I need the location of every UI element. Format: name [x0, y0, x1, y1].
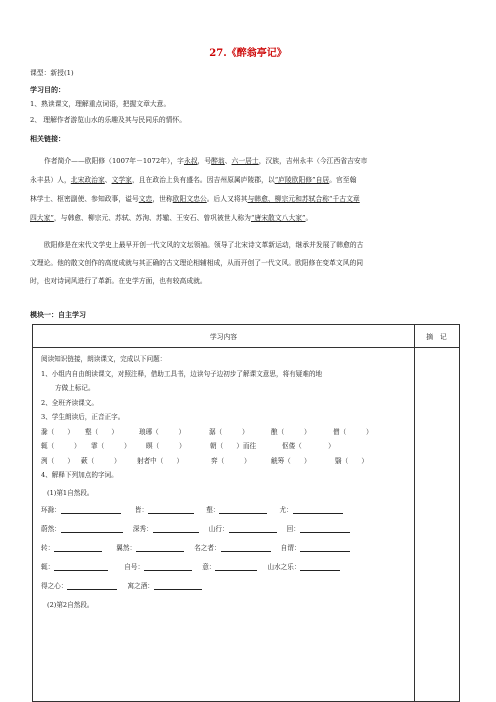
pron-item: 潺（ ）: [209, 427, 249, 436]
table-content: [41, 353, 411, 613]
step-4: 4、解释下列加点的字词。: [41, 471, 118, 479]
word-label: 意：: [202, 562, 216, 571]
col-header-content: 学习内容: [209, 333, 238, 341]
step-1-cont: 方做上标记。: [55, 384, 95, 392]
answer-blank[interactable]: [54, 562, 108, 571]
word-label: 山水之乐：: [267, 562, 301, 571]
word-label: 皆：: [134, 505, 149, 514]
word-label: 翼然：: [116, 543, 137, 552]
word-label: 壑：: [206, 505, 220, 514]
pron-item: 蔌（ ）: [81, 456, 121, 465]
answer-blank[interactable]: [144, 562, 192, 571]
word-label: 得之心：: [41, 581, 68, 590]
goal-item-1: 1、熟读课文，理解重点词语，把握文章大意。: [30, 100, 171, 108]
table-intro: 阅读知识链接，朗读课文，完成以下问题：: [41, 355, 167, 363]
pron-item: 酿（ ）: [271, 427, 311, 436]
word-label: 尤：: [279, 505, 293, 514]
bio-line-2: 永丰县）人，北宋政治家、文学家，且在政治上负有盛名。因吉州原属庐陵郡，以“庐陵欧阳修”自居。官至翰: [30, 176, 357, 184]
page-title: 27.《醉翁亭记》: [209, 48, 287, 59]
bio-line-3: 林学士、枢密副使、参知政事，谥号文忠，世称欧阳文忠公。后人又将其与韩愈、柳宗元和苏轼合称“千古文章: [30, 195, 360, 203]
paragraph-1-label: (1)第1自然段。: [47, 488, 94, 497]
word-label: 寓之酒：: [127, 581, 154, 590]
word-row-3: [41, 542, 411, 561]
word-label: 名之者：: [194, 543, 221, 552]
bio2-line-2: 文理论。他的散文创作的高度成就与其正确的古文理论相辅相成，从而开创了一代文风。欧阳修在变革文风的同: [30, 259, 364, 267]
answer-blank[interactable]: [61, 524, 123, 533]
paragraph-2-label: (2)第2自然段。: [47, 600, 94, 609]
answer-blank[interactable]: [300, 524, 350, 533]
step-3: 3、学生朗读后，正音正字。: [41, 413, 125, 421]
pron-item: 暝（ ）: [146, 442, 186, 450]
word-row-2: [41, 523, 411, 542]
pron-item: 弈（ ）: [211, 456, 251, 465]
pronunciation-row-3: [41, 455, 411, 470]
answer-blank[interactable]: [221, 543, 271, 552]
author-bio: [30, 152, 466, 228]
pron-item: 翳（ ）: [335, 456, 368, 465]
answer-blank[interactable]: [215, 562, 257, 571]
step-2: 2、全班齐读课文。: [41, 398, 98, 407]
pron-item: 辄（ ）: [41, 442, 81, 450]
answer-blank[interactable]: [54, 543, 102, 552]
col-header-notes: 摘 记: [426, 333, 447, 341]
word-row-4: [41, 561, 411, 580]
lesson-type: 课型：新授(1): [30, 69, 74, 77]
answer-blank[interactable]: [61, 505, 121, 514]
links-heading: 相关链接：: [30, 134, 65, 143]
pronunciation-row-1: [41, 426, 411, 441]
answer-blank[interactable]: [136, 543, 184, 552]
word-label: 自号：: [124, 562, 145, 571]
bio2-line-1: 欧阳修是在宋代文学史上最早开创一代文风的文坛领袖。领导了北宋诗文革新运动，继承并发展了韩愈的古: [44, 241, 364, 249]
answer-blank[interactable]: [67, 581, 117, 590]
table-header-rule: [33, 347, 459, 348]
word-label: 转：: [41, 543, 55, 552]
word-label: 环滁：: [41, 505, 61, 514]
goals-heading: 学习目的：: [30, 85, 65, 94]
table-divider: [414, 325, 415, 701]
pron-item: 洌（ ）: [41, 456, 74, 465]
answer-blank[interactable]: [154, 581, 202, 590]
answer-blank[interactable]: [300, 562, 340, 571]
word-row-1: [41, 504, 411, 523]
answer-blank[interactable]: [293, 505, 343, 514]
goal-item-2: 2、 理解作者游览山水的乐趣及其与民同乐的情怀。: [30, 116, 187, 124]
pron-item: 僧（ ）: [333, 427, 373, 436]
module-heading: 模块一：自主学习: [30, 310, 86, 319]
pron-item: 伛偻（ ）: [282, 442, 335, 450]
pron-item: 朝（ ）而往: [210, 442, 257, 450]
study-table: [32, 324, 460, 702]
bio-line-1: 作者简介——欧阳修（1007年－1072年），字永叔，号醉翁、六一居士，汉族，吉州永丰（今江西省吉安市: [44, 157, 368, 165]
word-row-5: [41, 580, 411, 599]
word-label: 回：: [286, 524, 300, 533]
word-label: 深秀：: [132, 524, 153, 533]
answer-blank[interactable]: [229, 524, 277, 533]
bio2-line-3: 时，也对诗词风进行了革新。在史学方面，也有较高成就。: [30, 277, 207, 285]
pron-item: 觥筹（ ）: [271, 456, 311, 465]
answer-blank[interactable]: [153, 524, 199, 533]
word-label: 辄：: [41, 562, 55, 571]
word-label: 山行：: [208, 524, 229, 533]
word-label: 自谓：: [280, 543, 301, 552]
pron-item: 滁（ ）: [41, 427, 74, 436]
answer-blank[interactable]: [148, 505, 194, 514]
word-label: 蔚然：: [41, 524, 61, 533]
answer-blank[interactable]: [219, 505, 267, 514]
bio-line-4: 四大家”，与韩愈、柳宗元、苏轼、苏洵、苏辙、王安石、曾巩被世人称为“唐宋散文八大家”。: [30, 214, 313, 222]
pronunciation-row-2: [41, 440, 411, 455]
bio-paragraph-2: [30, 236, 466, 290]
pron-item: 霏（ ）: [91, 442, 131, 450]
pron-item: 琅琊（ ）: [139, 427, 186, 436]
pron-item: 射者中（ ）: [137, 456, 184, 465]
answer-blank[interactable]: [300, 543, 350, 552]
step-1: 1、小组内自由朗读课文，对照注释，借助工具书，边读句子边初步了解课文意思，将有疑难的地: [41, 369, 323, 378]
pron-item: 壑（ ）: [85, 427, 118, 436]
